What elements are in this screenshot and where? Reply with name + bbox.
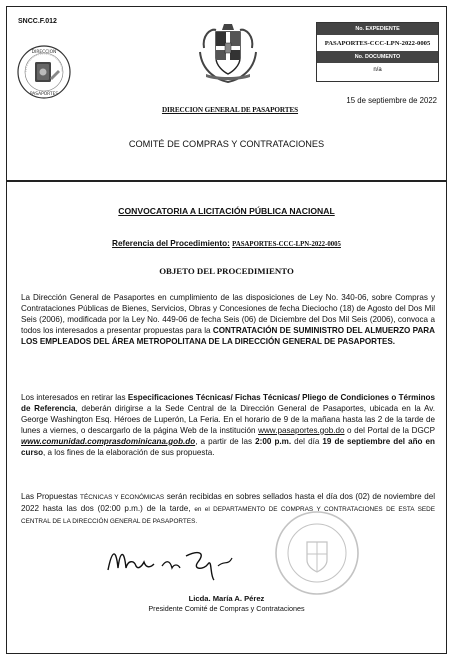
document-date: 15 de septiembre de 2022 — [346, 96, 437, 105]
p3-small-a: TÉCNICAS Y ECONÓMICAS — [80, 494, 165, 501]
p3-text-a: Las Propuestas — [21, 492, 81, 501]
official-seal — [274, 510, 360, 596]
coat-of-arms-emblem — [194, 22, 262, 84]
objeto-heading: OBJETO DEL PROCEDIMIENTO — [159, 266, 294, 276]
document-header: No. DOCUMENTO — [317, 51, 438, 63]
p2-bold-b: 2:00 p.m. — [255, 436, 292, 446]
p2-text-d: , a partir de las — [195, 436, 256, 446]
form-code: SNCC.F.012 — [18, 18, 57, 25]
section-divider — [6, 180, 447, 182]
p2-bold-a: Especificaciones Técnicas/ Fichas Técnicas/ Pliego de Condiciones o Términos de Referencia — [21, 393, 435, 413]
p1-text: La Dirección General de Pasaportes en cumplimiento de las disposiciones de Ley No. 340-06, sobre Compras y Contrataciones Públicas de Bienes, Servicios, Obras y Concesiones de fecha Dieciocho (18) de Agosto del Dos Mil Seis (2006), modificada por la Ley No. 449-06 de fecha Seis (06) de Diciembre del Dos Mil Seis (2006), convoca a todos los interesados a presentar propuestas para la — [21, 293, 435, 335]
p2-text-f: , a los fines de la elaboración de sus propuesta. — [43, 447, 215, 457]
procedure-reference — [0, 239, 453, 248]
handwritten-signature — [102, 536, 252, 588]
dgcp-portal-link[interactable]: www.comunidad.comprasdominicana.gob.do — [21, 436, 196, 446]
p1-bold: CONTRATACIÓN DE SUMINISTRO DEL ALMUERZO PARA LOS EMPLEADOS DEL ÁREA METROPOLITANA DE LA DIRECCIÓN GENERAL DE PASAPORTES. — [21, 325, 435, 346]
p2-text-b: , deberán dirigirse a la Sede Central de la Dirección General de Pasaportes, ubicada en la Av. George Washington Esq. Héroes de Luperón, La Feria. En el horario de 9 de la mañana hasta las 2 de la tarde de lunes a viernes, o descargarlo de la página Web de la institución — [21, 403, 435, 435]
signer-role: Presidente Comité de Compras y Contrataciones — [148, 604, 305, 613]
p2-bold-c: 19 de septiembre del año en curso — [21, 436, 435, 457]
p3-small-b: en el DEPARTAMENTO DE COMPRAS Y CONTRATACIONES DE ESTA SEDE CENTRAL DE LA DIRECCIÓN GENERAL DE PASAPORTES. — [21, 505, 435, 525]
signer-name: Licda. María A. Pérez — [188, 594, 265, 603]
p3-text-b: serán recibidas en sobres sellados hasta el día dos (02) de noviembre del 2022 hasta las dos (02:00 p.m.) de la tarde, — [21, 492, 435, 513]
svg-text:DIRECCION: DIRECCION — [31, 50, 57, 55]
p2-text-c: o del Portal de la DGCP — [344, 425, 435, 435]
svg-text:PASAPORTES: PASAPORTES — [29, 92, 59, 97]
expediente-header: No. EXPEDIENTE — [317, 23, 438, 35]
passport-office-logo — [16, 44, 72, 100]
expediente-number: PASAPORTES-CCC-LPN-2022-0005 — [324, 39, 431, 47]
p2-text-e: del día — [291, 436, 323, 446]
reference-value: PASAPORTES-CCC-LPN-2022-0005 — [232, 241, 341, 248]
department-name: DIRECCION GENERAL DE PASAPORTES — [161, 106, 299, 114]
committee-heading: COMITÉ DE COMPRAS Y CONTRATACIONES — [128, 139, 325, 149]
paragraph-instructions — [21, 393, 435, 458]
paragraph-submission — [21, 492, 435, 528]
reference-label: Referencia del Procedimiento: — [112, 239, 230, 248]
paragraph-convocation — [21, 293, 435, 348]
expediente-box — [316, 22, 439, 82]
institution-website-link[interactable]: www.pasaportes.gob.do — [258, 425, 345, 435]
p2-text-a: Los interesados en retirar las — [21, 393, 128, 402]
document-number: n/a — [373, 67, 382, 73]
convocation-title: CONVOCATORIA A LICITACIÓN PÚBLICA NACIONAL — [118, 206, 335, 216]
